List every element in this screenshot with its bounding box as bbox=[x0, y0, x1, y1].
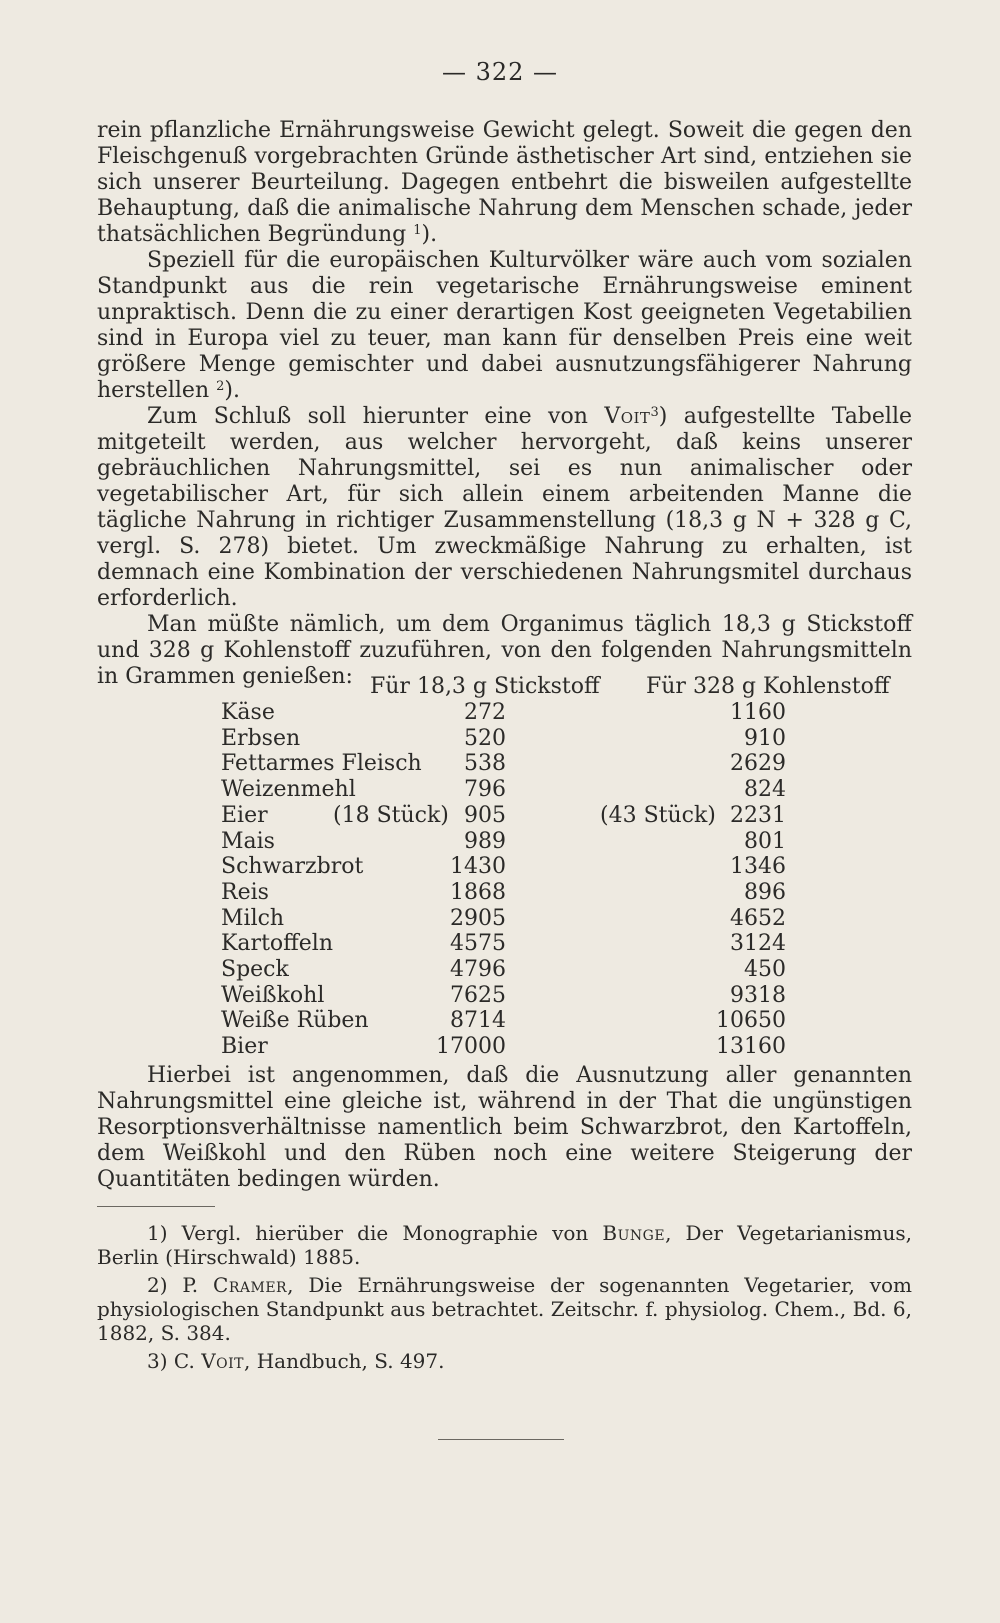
paragraph-3 bbox=[97, 404, 912, 612]
table-row bbox=[0, 777, 1000, 803]
food-cell: Bier bbox=[221, 1034, 268, 1060]
footnote-1-author: Bunge bbox=[602, 1221, 666, 1245]
food-cell: Schwarzbrot bbox=[221, 854, 364, 880]
paragraph-3-text: aufgestellte Tabelle mitgeteilt werden, aus welcher hervorgeht, daß keins unserer gebräuchlichen Nahrungsmittel, sei es nun animalischer oder vegetabilischer Art, für sich allein einem arbeitenden Manne die tägliche Nahrung in richtiger Zusammenstellung (18,3 g N + 328 g C, vergl. S. 278) bietet. Um zweckmäßige Nahrung zu erhalten, ist demnach eine Kombination der verschiedenen Nahrungsmitel durchaus erforderlich. bbox=[97, 404, 913, 611]
carbon-value-cell: 4652 bbox=[730, 905, 786, 931]
nitrogen-value-cell: 538 bbox=[464, 751, 506, 777]
closing-text: Hierbei ist angenommen, daß die Ausnutzung aller genannten Nahrungsmittel eine gleiche ist, während in der That die ungünstigen Resorptionsverhältnisse namentlich beim Schwarzbrot, den Kartoffeln, dem Weißkohl und den Rüben noch eine weitere Steigerung der Quantitäten bedingen würden. bbox=[97, 1063, 912, 1192]
nitrogen-value-cell: 2905 bbox=[450, 905, 506, 931]
closing-paragraph bbox=[97, 1063, 912, 1193]
paragraph-2 bbox=[97, 248, 912, 404]
food-cell: Mais bbox=[221, 828, 275, 854]
food-cell: Speck bbox=[221, 957, 289, 982]
nitrogen-value-cell: 905 bbox=[464, 802, 506, 828]
footnote-3-pre: 3) C. bbox=[147, 1349, 195, 1373]
table-row bbox=[0, 829, 1000, 855]
table-row bbox=[0, 726, 1000, 752]
carbon-value-cell: 896 bbox=[744, 879, 786, 905]
footnote-3-author: Voit bbox=[201, 1349, 244, 1373]
footnote-divider bbox=[97, 1206, 215, 1207]
paragraph-3-start: Zum Schluß soll hierunter eine von bbox=[147, 404, 588, 429]
table-row bbox=[0, 1008, 1000, 1034]
footnote-2-pre: 2) P. bbox=[147, 1273, 199, 1297]
nitrogen-value-cell: 272 bbox=[464, 700, 506, 725]
nitrogen-value-cell: 1430 bbox=[450, 854, 506, 880]
footnote-3-post: , Handbuch, S. 497. bbox=[244, 1349, 445, 1373]
carbon-value-cell: 2231 bbox=[730, 802, 786, 828]
carbon-value-cell: 2629 bbox=[730, 751, 786, 777]
carbon-value-cell: 1346 bbox=[730, 854, 786, 880]
nitrogen-value-cell: 4796 bbox=[450, 957, 506, 982]
paragraph-2-text: Speziell für die europäischen Kulturvölker wäre auch vom sozialen Standpunkt aus die rein vegetarische Ernährungsweise eminent unpraktisch. Denn die zu einer derartigen Kost geeigneten Vegetabilien sind in Europa viel zu teuer, man kann für denselben Preis eine weit größere Menge gemischter und dabei ausnutzungsfähigerer Nahrung herstellen bbox=[97, 248, 912, 403]
table-row bbox=[0, 880, 1000, 906]
nitrogen-note-cell: (18 Stück) bbox=[333, 802, 449, 828]
food-cell: Reis bbox=[221, 879, 269, 905]
header-nitrogen: Für 18,3 g Stickstoff bbox=[370, 674, 600, 699]
carbon-value-cell: 10650 bbox=[716, 1008, 786, 1034]
table-row bbox=[0, 1034, 1000, 1060]
nitrogen-value-cell: 989 bbox=[464, 828, 506, 854]
food-cell: Kartoffeln bbox=[221, 931, 334, 957]
carbon-value-cell: 824 bbox=[744, 777, 786, 803]
food-cell: Milch bbox=[221, 905, 285, 931]
carbon-value-cell: 450 bbox=[744, 957, 786, 982]
footnote-3 bbox=[97, 1349, 912, 1373]
author-voit: Voit bbox=[604, 404, 651, 429]
paragraph-1 bbox=[97, 118, 912, 248]
header-carbon: Für 328 g Kohlenstoff bbox=[646, 674, 890, 699]
table-row bbox=[0, 751, 1000, 777]
nitrogen-value-cell: 796 bbox=[464, 777, 506, 803]
paragraph-1-end: ). bbox=[421, 222, 438, 247]
carbon-value-cell: 801 bbox=[744, 828, 786, 854]
footnote-2-post: , Die Ernährungsweise der sogenannten Vegetarier, vom physiologischen Standpunkt aus betrachtet. Zeitschr. f. physiolog. Chem., Bd. 6, 1882, S. 384. bbox=[97, 1273, 912, 1345]
footnote-ref-3[interactable]: 3 bbox=[650, 405, 659, 420]
carbon-note-cell: (43 Stück) bbox=[600, 802, 716, 828]
table-row bbox=[0, 957, 1000, 983]
food-cell: Fettarmes Fleisch bbox=[221, 751, 422, 777]
footnote-1-post: , Der Vegetarianismus, Berlin (Hirschwald) 1885. bbox=[97, 1221, 913, 1269]
food-cell: Erbsen bbox=[221, 725, 301, 751]
footnote-ref-2[interactable]: 2 bbox=[216, 379, 225, 394]
table-header bbox=[0, 674, 1000, 700]
food-cell: Käse bbox=[221, 700, 275, 725]
table-row bbox=[0, 854, 1000, 880]
paragraph-3-sep: ) bbox=[658, 404, 668, 429]
paragraph-2-end: ). bbox=[224, 378, 240, 403]
table-row bbox=[0, 931, 1000, 957]
footnote-ref-1[interactable]: 1 bbox=[413, 223, 422, 238]
footnote-2 bbox=[97, 1273, 912, 1345]
nitrogen-value-cell: 4575 bbox=[450, 931, 506, 957]
nitrogen-value-cell: 8714 bbox=[450, 1008, 506, 1034]
main-text bbox=[97, 118, 912, 690]
footnotes bbox=[97, 1221, 912, 1377]
nitrogen-value-cell: 17000 bbox=[436, 1034, 506, 1060]
nitrogen-value-cell: 7625 bbox=[450, 982, 506, 1008]
carbon-value-cell: 910 bbox=[744, 725, 786, 751]
footnote-2-author: Cramer bbox=[213, 1273, 288, 1297]
nitrogen-value-cell: 1868 bbox=[450, 879, 506, 905]
footnote-1-pre: 1) Vergl. hierüber die Monographie von bbox=[147, 1221, 589, 1245]
carbon-value-cell: 9318 bbox=[730, 982, 786, 1008]
paragraph-1-text: rein pflanzliche Ernährungsweise Gewicht gelegt. Soweit die gegen den Fleischgenuß vorgebrachten Gründe ästhetischer Art sind, entziehen sie sich unserer Beurteilung. Dagegen entbehrt die bisweilen aufgestellte Behauptung, daß die animalische Nahrung dem Menschen schade, jeder thatsächlichen Begründung bbox=[97, 118, 912, 247]
carbon-value-cell: 1160 bbox=[730, 700, 786, 725]
carbon-value-cell: 13160 bbox=[716, 1034, 786, 1060]
carbon-value-cell: 3124 bbox=[730, 931, 786, 957]
footnote-1 bbox=[97, 1221, 912, 1269]
end-divider bbox=[438, 1439, 564, 1440]
table-row bbox=[0, 700, 1000, 726]
food-cell: Weiße Rüben bbox=[221, 1008, 369, 1034]
page-number: — 322 — bbox=[441, 58, 559, 86]
paragraph-4-text: Man müßte nämlich, um dem Organimus täglich 18,3 g Stickstoff und 328 g Kohlenstoff zuzuführen, von den folgenden Nahrungsmitteln in Grammen genießen: bbox=[97, 612, 912, 689]
food-cell: Eier bbox=[221, 802, 268, 828]
table-row bbox=[0, 803, 1000, 829]
nitrogen-value-cell: 520 bbox=[464, 725, 506, 751]
food-cell: Weißkohl bbox=[221, 982, 325, 1008]
table-row bbox=[0, 983, 1000, 1009]
table-row bbox=[0, 906, 1000, 932]
food-cell: Weizenmehl bbox=[221, 777, 356, 803]
